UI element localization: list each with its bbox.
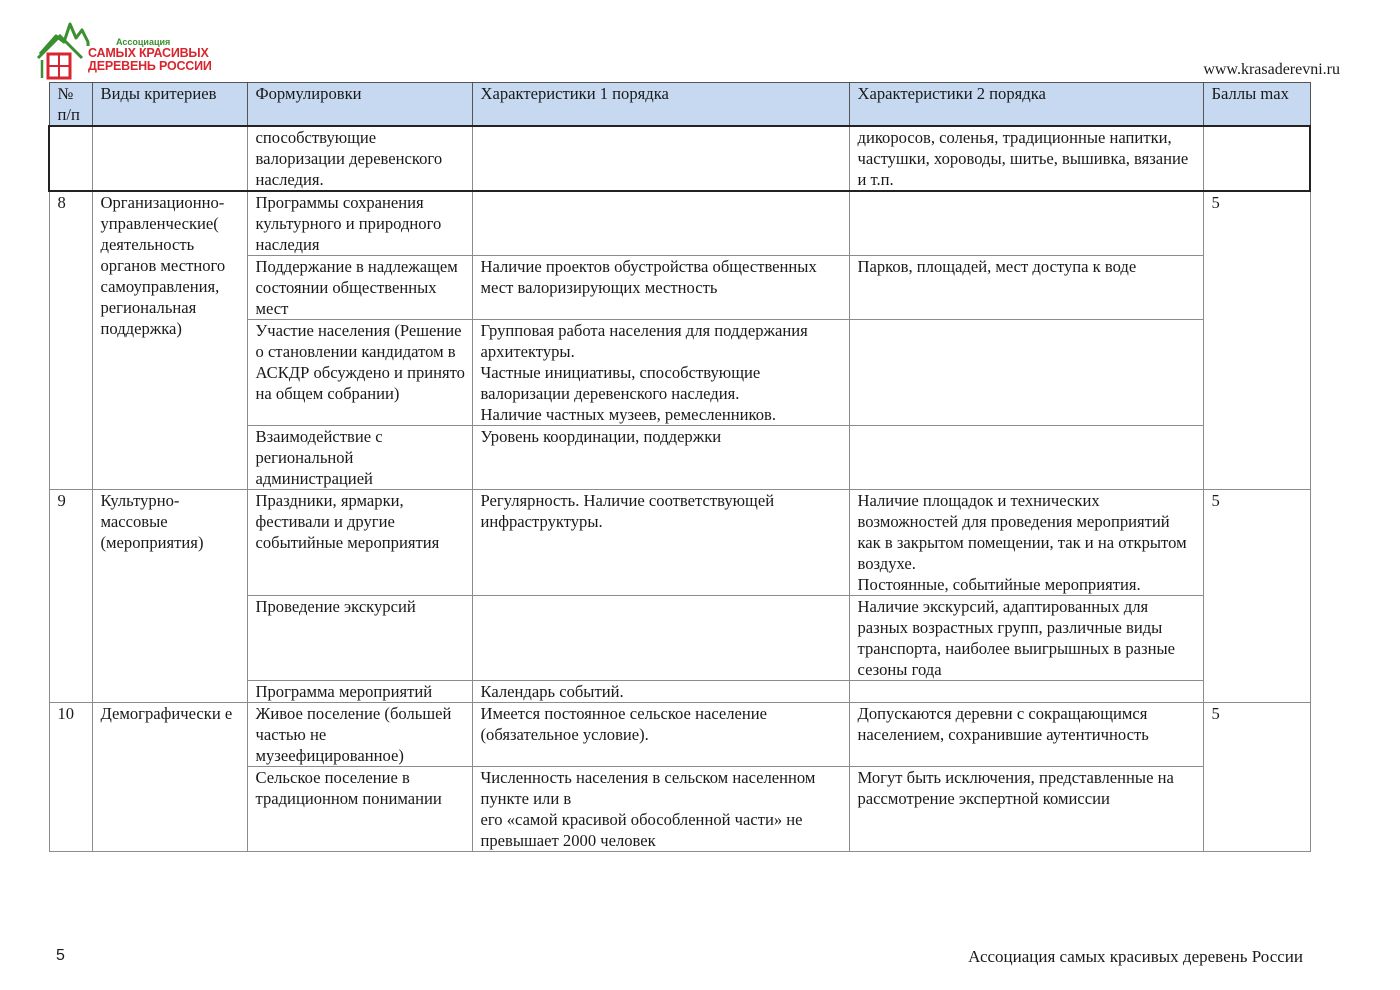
num-cell: 8 — [49, 191, 92, 490]
cell-line: Групповая работа населения для поддержания архитектуры. — [480, 321, 808, 361]
formulation-cell: Поддержание в надлежащем состоянии общественных мест — [247, 256, 472, 320]
header-points: Баллы max — [1203, 83, 1310, 127]
points-cell — [1203, 126, 1310, 191]
cell-line: Могут быть исключения, представленные на рассмотрение экспертной комиссии — [857, 768, 1174, 808]
kind-cell — [92, 126, 247, 191]
logo-line-2: ДЕРЕВЕНЬ РОССИИ — [88, 58, 212, 73]
house-logo-icon — [36, 18, 96, 82]
site-url: www.krasaderevni.ru — [1203, 61, 1340, 78]
cell-line: Численность населения в сельском населенном пункте или в — [480, 768, 816, 808]
logo-small-text: Ассоциация — [116, 37, 171, 47]
logo-line-1: САМЫХ КРАСИВЫХ — [88, 46, 209, 60]
cell-line: Наличие экскурсий, адаптированных для разных возрастных групп, различные виды транспорта, наиболее выигрышных в разные сезоны года — [857, 597, 1176, 679]
char2-cell — [849, 191, 1203, 256]
num-cell — [49, 126, 92, 191]
char1-cell — [472, 126, 849, 191]
formulation-cell: Взаимодействие с региональной администрацией — [247, 426, 472, 490]
header-kind: Виды критериев — [92, 83, 247, 127]
formulation-cell: Проведение экскурсий — [247, 596, 472, 681]
formulation-cell: Живое поселение (большей частью не музеефицированное) — [247, 703, 472, 767]
page-number: 5 — [56, 947, 65, 964]
char2-cell — [849, 256, 1203, 320]
char1-cell — [472, 256, 849, 320]
formulation-cell: Сельское поселение в традиционном понимании — [247, 767, 472, 852]
cell-line: Парков, площадей, мест доступа к воде — [857, 257, 1137, 276]
char2-cell — [849, 767, 1203, 852]
kind-cell: Организационно-управленческие( деятельность органов местного самоуправления, региональная поддержка) — [92, 191, 247, 490]
cell-line: его «самой красивой обособленной части» не превышает 2000 человек — [480, 810, 803, 850]
header-num: № п/п — [49, 83, 92, 127]
cell-line: Постоянные, событийные мероприятия. — [857, 575, 1141, 594]
kind-cell: Культурно-массовые (мероприятия) — [92, 490, 247, 703]
char2-cell — [849, 681, 1203, 703]
char2-cell: дикоросов, соленья, традиционные напитки, частушки, хороводы, шитье, вышивка, вязание и т.п. — [849, 126, 1203, 191]
formulation-cell: способствующие валоризации деревенского наследия. — [247, 126, 472, 191]
table-row — [49, 126, 1310, 191]
cell-line: Допускаются деревни с сокращающимся населением, сохранившие аутентичность — [857, 704, 1149, 744]
cell-line: Наличие площадок и технических возможностей для проведения мероприятий как в закрытом помещении, так и на открытом воздухе. — [857, 491, 1187, 573]
char2-cell — [849, 596, 1203, 681]
char2-cell — [849, 426, 1203, 490]
char1-cell — [472, 426, 849, 490]
char1-cell — [472, 767, 849, 852]
table-header-row — [49, 83, 1310, 127]
char2-cell — [849, 320, 1203, 426]
formulation-cell: Программа мероприятий — [247, 681, 472, 703]
table-row — [49, 490, 1310, 596]
table-body — [49, 126, 1310, 852]
criteria-table — [48, 82, 1311, 852]
cell-line: Имеется постоянное сельское население (обязательное условие). — [480, 704, 768, 744]
cell-line: Регулярность. Наличие соответствующей инфраструктуры. — [480, 491, 775, 531]
char1-cell — [472, 596, 849, 681]
points-cell: 5 — [1203, 703, 1310, 852]
header-char2: Характеристики 2 порядка — [849, 83, 1203, 127]
formulation-cell: Праздники, ярмарки, фестивали и другие событийные мероприятия — [247, 490, 472, 596]
cell-line: Уровень координации, поддержки — [480, 427, 722, 446]
table-row — [49, 703, 1310, 767]
footer-organization: Ассоциация самых красивых деревень России — [968, 947, 1303, 966]
num-cell: 10 — [49, 703, 92, 852]
formulation-cell: Программы сохранения культурного и природного наследия — [247, 191, 472, 256]
points-cell: 5 — [1203, 191, 1310, 490]
cell-line: Частные инициативы, способствующие валоризации деревенского наследия. — [480, 363, 761, 403]
char1-cell — [472, 320, 849, 426]
kind-cell: Демографически е — [92, 703, 247, 852]
header-formulation: Формулировки — [247, 83, 472, 127]
cell-line: Наличие проектов обустройства общественных мест валоризирующих местность — [480, 257, 817, 297]
formulation-cell: Участие населения (Решение о становлении кандидатом в АСКДР обсуждено и принято на общем собрании) — [247, 320, 472, 426]
char1-cell — [472, 681, 849, 703]
char2-cell — [849, 703, 1203, 767]
cell-line: Календарь событий. — [480, 682, 624, 701]
char1-cell — [472, 191, 849, 256]
num-cell: 9 — [49, 490, 92, 703]
table-row — [49, 191, 1310, 256]
char1-cell — [472, 490, 849, 596]
char2-cell — [849, 490, 1203, 596]
header-char1: Характеристики 1 порядка — [472, 83, 849, 127]
points-cell: 5 — [1203, 490, 1310, 703]
logo-text — [88, 38, 212, 72]
cell-line: Наличие частных музеев, ремесленников. — [480, 405, 777, 424]
char1-cell — [472, 703, 849, 767]
